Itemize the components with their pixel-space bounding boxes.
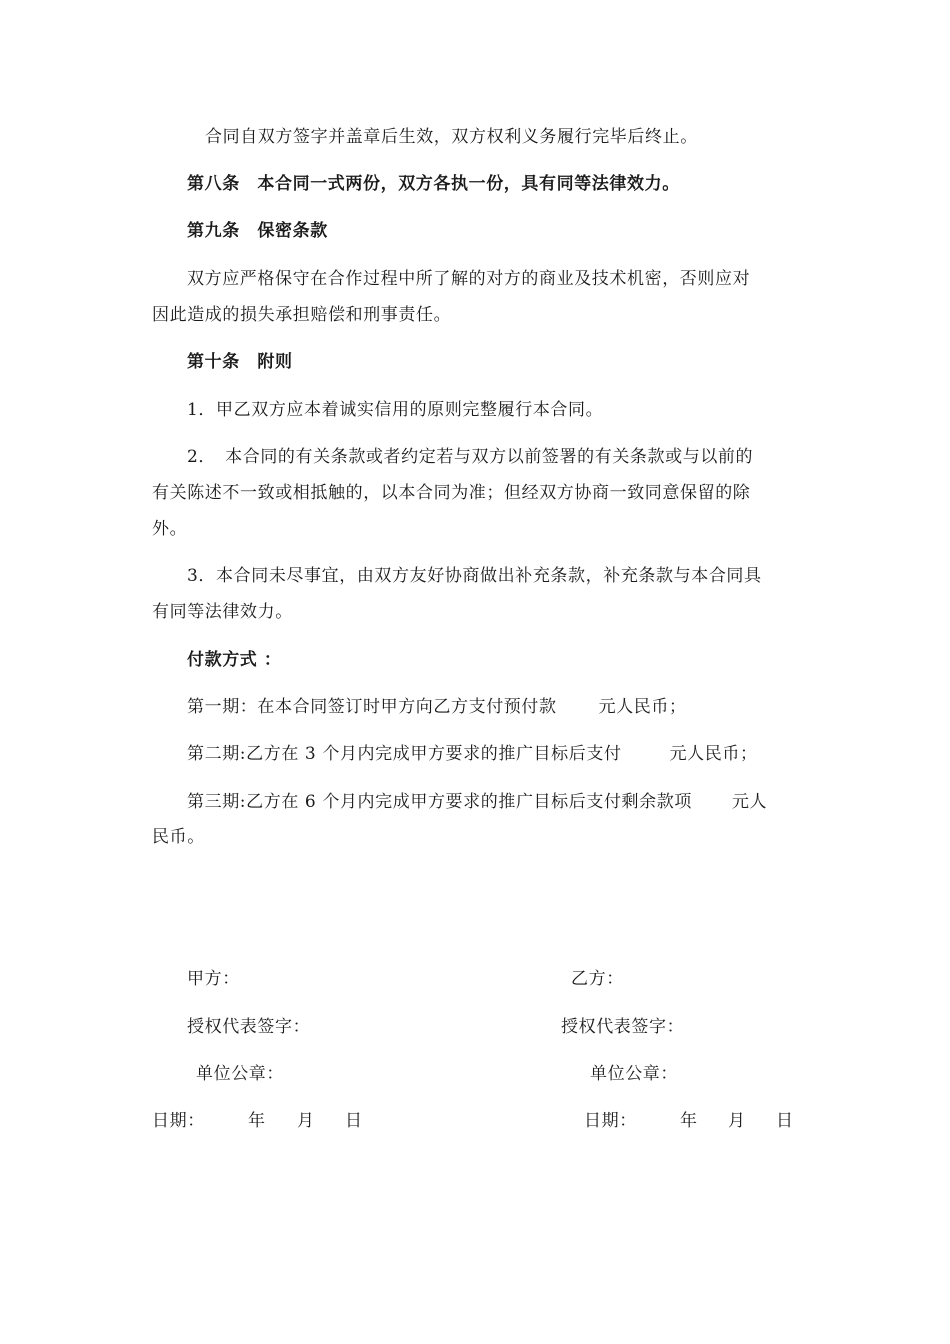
party-b-date-year: 年	[680, 1111, 698, 1131]
article-9-text-line2: 因此造成的损失承担赔偿和刑事责任。	[152, 305, 452, 325]
payment-phase-2-text: 第二期:乙方在 3 个月内完成甲方要求的推广目标后支付	[187, 744, 622, 764]
party-a-date-label: 日期：	[152, 1111, 205, 1131]
payment-phase-1-unit: 元人民币；	[598, 697, 687, 717]
payment-heading: 付款方式 ：	[187, 650, 282, 670]
article-9-heading: 第九条 保密条款	[187, 221, 328, 241]
party-b-date-label: 日期：	[584, 1111, 637, 1131]
article-10-item-2-line1: 2． 本合同的有关条款或者约定若与双方以前签署的有关条款或与以前的	[187, 447, 754, 467]
party-a-seal: 单位公章：	[196, 1064, 284, 1084]
payment-phase-1	[187, 696, 687, 718]
payment-phase-3-line2: 民币。	[152, 827, 205, 847]
article-10-heading: 第十条 附则	[187, 352, 293, 372]
party-b-label: 乙方：	[571, 969, 624, 989]
effect-clause: 合同自双方签字并盖章后生效，双方权利义务履行完毕后终止。	[205, 127, 698, 147]
party-b-seal: 单位公章：	[590, 1064, 678, 1084]
payment-phase-2	[187, 743, 758, 765]
party-a-date-day: 日	[345, 1111, 363, 1131]
party-b-representative: 授权代表签字：	[561, 1017, 685, 1037]
article-10-item-1: 1．甲乙双方应本着诚实信用的原则完整履行本合同。	[187, 400, 604, 420]
payment-phase-3-text: 第三期:乙方在 6 个月内完成甲方要求的推广目标后支付剩余款项	[187, 792, 692, 812]
article-10-item-3-line1: 3．本合同未尽事宜，由双方友好协商做出补充条款，补充条款与本合同具	[187, 566, 762, 586]
article-8: 第八条 本合同一式两份，双方各执一份，具有同等法律效力。	[187, 174, 680, 194]
payment-phase-3-line1	[187, 791, 767, 813]
party-a-representative: 授权代表签字：	[187, 1017, 311, 1037]
party-a-date-month: 月	[297, 1111, 315, 1131]
party-a-label: 甲方：	[187, 969, 240, 989]
payment-phase-1-text: 第一期：在本合同签订时甲方向乙方支付预付款	[187, 697, 557, 717]
article-10-item-2-line2: 有关陈述不一致或相抵触的，以本合同为准；但经双方协商一致同意保留的除	[152, 483, 751, 503]
party-b-date-day: 日	[776, 1111, 794, 1131]
article-10-item-2-line3: 外。	[152, 519, 188, 539]
party-a-date-year: 年	[248, 1111, 266, 1131]
article-9-text-line1: 双方应严格保守在合作过程中所了解的对方的商业及技术机密，否则应对	[187, 269, 751, 289]
party-b-date-month: 月	[728, 1111, 746, 1131]
payment-phase-3-unit: 元人	[731, 792, 768, 812]
article-10-item-3-line2: 有同等法律效力。	[152, 602, 293, 622]
payment-phase-2-unit: 元人民币；	[669, 744, 758, 764]
